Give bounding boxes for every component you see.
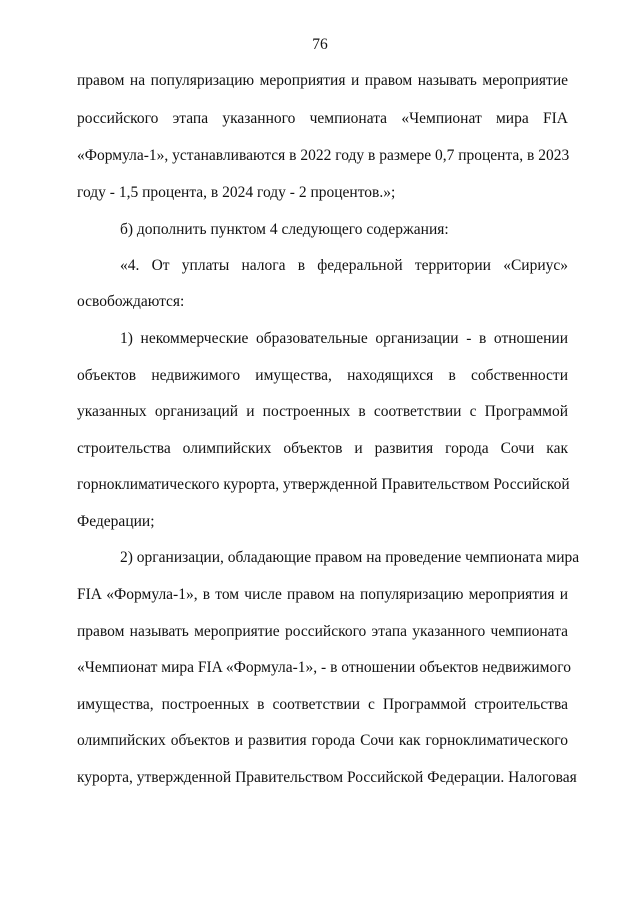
text-line: правом на популяризацию мероприятия и правом называть мероприятие	[77, 72, 568, 89]
text-line: 1) некоммерческие образовательные организации - в отношении	[120, 330, 568, 347]
text-line: 2) организации, обладающие правом на проведение чемпионата мира	[120, 549, 580, 566]
text-line: горноклиматического курорта, утвержденной Правительством Российской	[77, 476, 570, 493]
text-line: олимпийских объектов и развития города Сочи как горноклиматического	[77, 732, 568, 749]
page-number: 76	[312, 36, 328, 53]
text-line: российского этапа указанного чемпионата «Чемпионат мира FIA	[77, 110, 568, 127]
text-line: строительства олимпийских объектов и развития города Сочи как	[77, 440, 568, 457]
text-line: году - 1,5 процента, в 2024 году - 2 процентов.»;	[77, 184, 396, 201]
text-line: «4. От уплаты налога в федеральной территории «Сириус»	[120, 257, 568, 274]
text-line: объектов недвижимого имущества, находящихся в собственности	[77, 367, 568, 384]
text-line: Федерации;	[77, 513, 155, 530]
text-line: указанных организаций и построенных в соответствии с Программой	[77, 403, 568, 420]
text-line: правом называть мероприятие российского этапа указанного чемпионата	[77, 623, 568, 640]
text-line: имущества, построенных в соответствии с Программой строительства	[77, 696, 568, 713]
text-line: «Формула-1», устанавливаются в 2022 году в размере 0,7 процента, в 2023	[77, 147, 570, 164]
text-line: курорта, утвержденной Правительством Российской Федерации. Налоговая	[77, 769, 577, 786]
text-line: б) дополнить пунктом 4 следующего содержания:	[120, 221, 449, 238]
text-line: FIA «Формула-1», в том числе правом на популяризацию мероприятия и	[77, 586, 568, 603]
text-line: освобождаются:	[77, 293, 185, 310]
text-line: «Чемпионат мира FIA «Формула-1», - в отношении объектов недвижимого	[77, 659, 571, 676]
